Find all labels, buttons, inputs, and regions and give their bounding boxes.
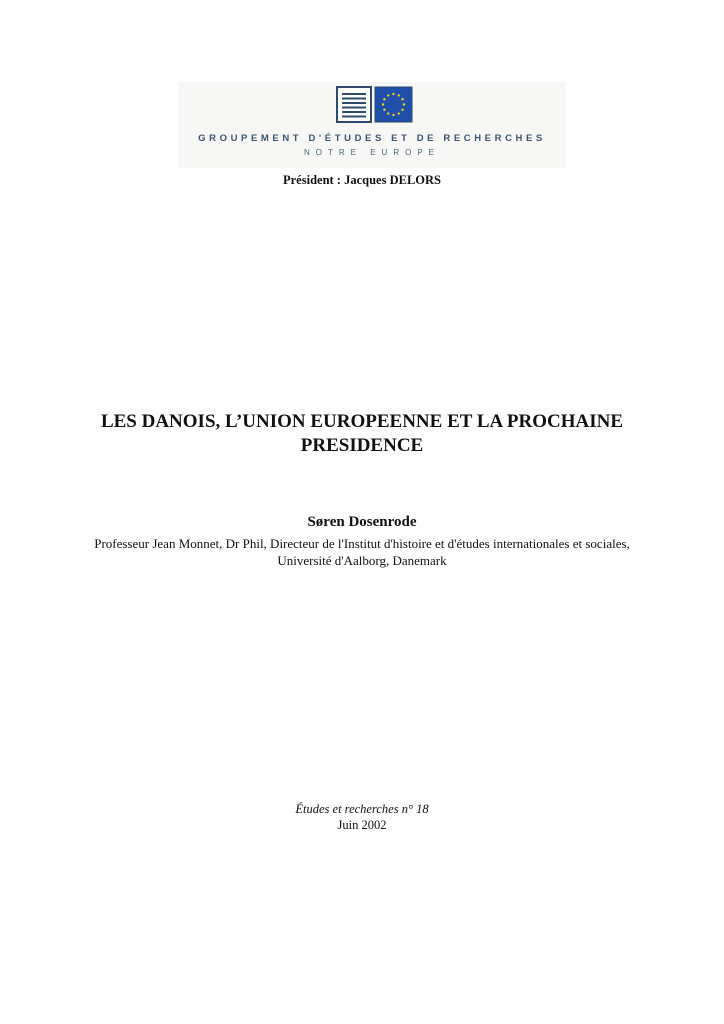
logo-notre-europe: NOTRE EUROPE — [303, 148, 440, 157]
logo-icons — [336, 86, 414, 124]
publication-date: Juin 2002 — [337, 818, 387, 832]
author-affiliation: Professeur Jean Monnet, Dr Phil, Directeur de l'Institut d'histoire et d'études internationales et sociales, Université d'Aalborg, Danemark — [94, 536, 630, 568]
president-line: Président : Jacques DELORS — [283, 173, 441, 187]
document-lines-icon — [337, 87, 371, 122]
eu-flag-icon — [375, 87, 412, 122]
logo-organization-name: GROUPEMENT D'ÉTUDES ET DE RECHERCHES — [198, 133, 546, 144]
series-number: Études et recherches n° 18 — [295, 802, 429, 816]
document-title: LES DANOIS, L’UNION EUROPEENNE ET LA PROCHAINE PRESIDENCE — [100, 411, 624, 456]
author-name: Søren Dosenrode — [307, 514, 417, 530]
